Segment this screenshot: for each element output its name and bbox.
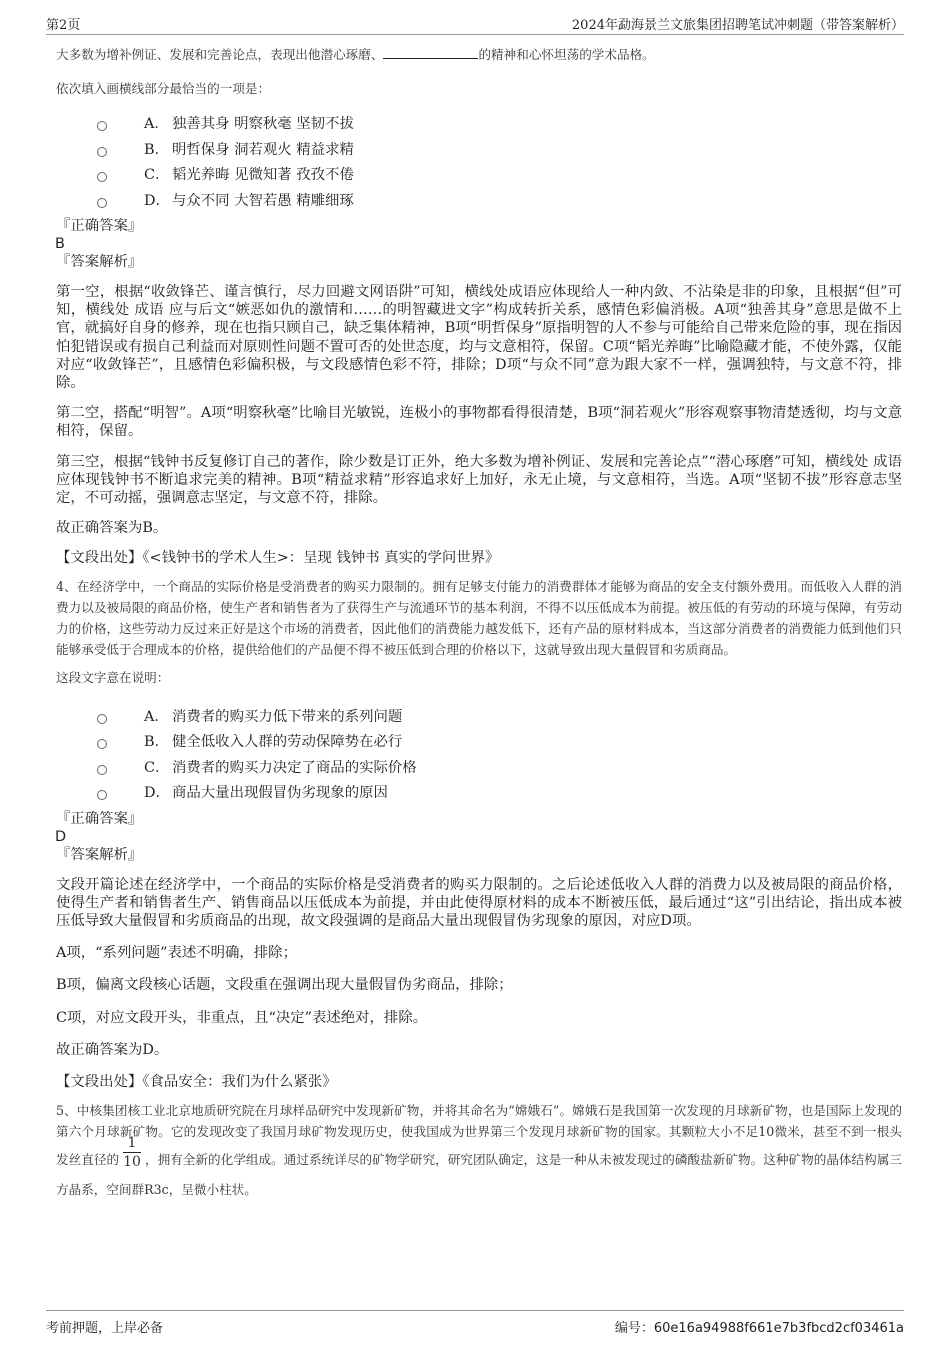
option-d[interactable]: D． 与众不同 大智若愚 精雕细琢 — [56, 189, 902, 215]
q4-stem: 4、在经济学中，一个商品的实际价格是受消费者的购买力限制的。拥有足够支付能力的消费群体才能够为商品的安全支付额外费用。而低收入人群的消费力以及被局限的商品价格，使生产者和销售者为了获得生产与流通环节的基本利润，不得不以压低成本为前提。被压低的有劳动的环境与保障，有劳动力的价格，这些劳动力反过来正好是这个市场的消费者，因此他们的消费能力越发低下，还有产品的原材料成本，当这部分消费者的消费能力低到他们只能够承受低于合理成本的价格，提供给他们的产品便不得不被压低到合理的价格以下，这就导致出现大量假冒和劣质商品。 — [56, 578, 902, 657]
radio-icon[interactable] — [97, 121, 107, 131]
q3-options — [56, 112, 902, 214]
option-a[interactable]: A． 消费者的购买力低下带来的系列问题 — [56, 705, 902, 731]
page-header — [46, 14, 904, 35]
q3-prompt: 依次填入画横线部分最恰当的一项是： — [56, 81, 271, 96]
page-number: 第2页 — [46, 18, 81, 33]
footer-slogan: 考前押题，上岸必备 — [46, 1321, 164, 1336]
answer-label: 『正确答案』 — [56, 218, 143, 234]
document-title: 2024年勐海景兰文旅集团招聘笔试冲刺题（带答案解析） — [571, 18, 904, 33]
option-c[interactable]: C． 韬光养晦 见微知著 孜孜不倦 — [56, 163, 902, 189]
q3-stem: 大多数为增补例证、发展和完善论点，表现出他潜心琢磨、 的精神和心怀坦荡的学术品格。 — [56, 47, 655, 62]
analysis-paragraph: C项，对应文段开头，非重点，且“决定”表述绝对，排除。 — [56, 1009, 428, 1026]
analysis-conclusion: 故正确答案为D。 — [56, 1041, 169, 1058]
q5-stem: 5、中核集团核工业北京地质研究院在月球样品研究中发现新矿物，并将其命名为“嫦娥石”。嫦娥石是我国第一次发现的月球新矿物，也是国际上发现的第六个月球新矿物。它的发现改变了我国月球矿物发现历史，使我国成为世界第三个发现月球新矿物的国家。其颗粒大小不足10微米，甚至不到一根头发丝直径的 $\frac{1}{10}$ ，拥有全新的化学组成。通过系统详尽的矿物学研究，研究团队确定，这是一种从未被发现过的磷酸盐新矿物。这种矿物的晶体结构属三方晶系，空间群R3c，呈微小柱状。 — [56, 1103, 903, 1198]
page-content — [56, 44, 902, 1200]
q4-prompt: 这段文字意在说明： — [56, 669, 170, 685]
analysis-paragraph: B项，偏离文段核心话题，文段重在强调出现大量假冒伪劣商品，排除； — [56, 977, 513, 994]
analysis-paragraph: 第三空，根据“钱钟书反复修订自己的著作，除少数是订正外，绝大多数为增补例证、发展和完善论点”“潜心琢磨”可知，横线处 成语 应体现钱钟书不断追求完美的精神。B项“精益求精”形容追求好上加好，永无止境，与文意相符，当选。A项“坚韧不拔”形容意志坚定，不可动摇，强调意志坚定，与文意不符，排除。 — [56, 453, 902, 507]
radio-icon[interactable] — [97, 172, 107, 182]
analysis-paragraph: 第二空，搭配“明智”。A项“明察秋毫”比喻目光敏锐，连极小的事物都看得很清楚，B项“洞若观火”形容观察事物清楚透彻，均与文意相符，保留。 — [56, 405, 902, 440]
page-footer — [46, 1310, 904, 1335]
option-d[interactable]: D． 商品大量出现假冒伪劣现象的原因 — [56, 781, 902, 807]
fraction: $\frac{1}{10}$ — [123, 1135, 141, 1171]
option-b[interactable]: B． 健全低收入人群的劳动保障势在必行 — [56, 730, 902, 756]
radio-icon[interactable] — [97, 714, 107, 724]
option-c[interactable]: C． 消费者的购买力决定了商品的实际价格 — [56, 756, 902, 782]
analysis-label: 『答案解析』 — [56, 254, 143, 270]
source-citation: 【文段出处】《<钱钟书的学术人生>：呈现 钱钟书 真实的学问世界》 — [56, 550, 500, 567]
analysis-paragraph: 第一空，根据“收敛锋芒、谨言慎行，尽力回避文网语阱”可知，横线处成语应体现给人一种内敛、不沾染是非的印象，且根据“但”可知，横线处 成语 应与后文“嫉恶如仇的激情和……的明智藏进文字”构成转折关系，感情色彩偏消极。A项“独善其身”意思是做不上官，就搞好自身的修养，现在也指只顾自己，缺乏集体精神，B项“明哲保身”原指明智的人不参与可能给自己带来危险的事，现在指因怕犯错误或有损自己利益而对原则性问题不置可否的处世态度，均与文意相符，保留。C项“韬光养晦”比喻隐藏才能，不使外露，仅能对应“收敛锋芒”，且感情色彩偏积极，与文段感情色彩不符，排除；D项“与众不同”意为跟大家不一样，强调独特，与文意不符，排除。 — [56, 284, 902, 392]
option-a[interactable]: A． 独善其身 明察秋毫 坚韧不拔 — [56, 112, 902, 138]
analysis-paragraph: A项，“系列问题”表述不明确，排除； — [56, 945, 297, 962]
source-citation: 【文段出处】《食品安全：我们为什么紧张》 — [56, 1074, 337, 1091]
analysis-label: 『答案解析』 — [56, 846, 143, 863]
radio-icon[interactable] — [97, 790, 107, 800]
radio-icon[interactable] — [97, 765, 107, 775]
answer-label: 『正确答案』 — [56, 810, 143, 827]
radio-icon[interactable] — [97, 198, 107, 208]
answer-value: D — [55, 828, 67, 845]
document-id: 编号：60e16a94988f661e7b3fbcd2cf03461a — [614, 1321, 904, 1336]
radio-icon[interactable] — [97, 739, 107, 749]
q4-options — [56, 705, 902, 807]
answer-value: B — [55, 236, 65, 252]
analysis-paragraph: 文段开篇论述在经济学中，一个商品的实际价格是受消费者的购买力限制的。之后论述低收入人群的消费力以及被局限的商品价格，使得生产者和销售者生产、销售商品以压低成本为前提，并由此使得原材料的成本不断被压低，最后通过“这”引出结论，指出成本被压低导致大量假冒和劣质商品的出现，故文段强调的是商品大量出现假冒伪劣现象的原因，对应D项。 — [56, 876, 902, 930]
fill-blank — [383, 46, 478, 59]
option-b[interactable]: B． 明哲保身 洞若观火 精益求精 — [56, 138, 902, 164]
radio-icon[interactable] — [97, 147, 107, 157]
analysis-conclusion: 故正确答案为B。 — [56, 520, 168, 537]
